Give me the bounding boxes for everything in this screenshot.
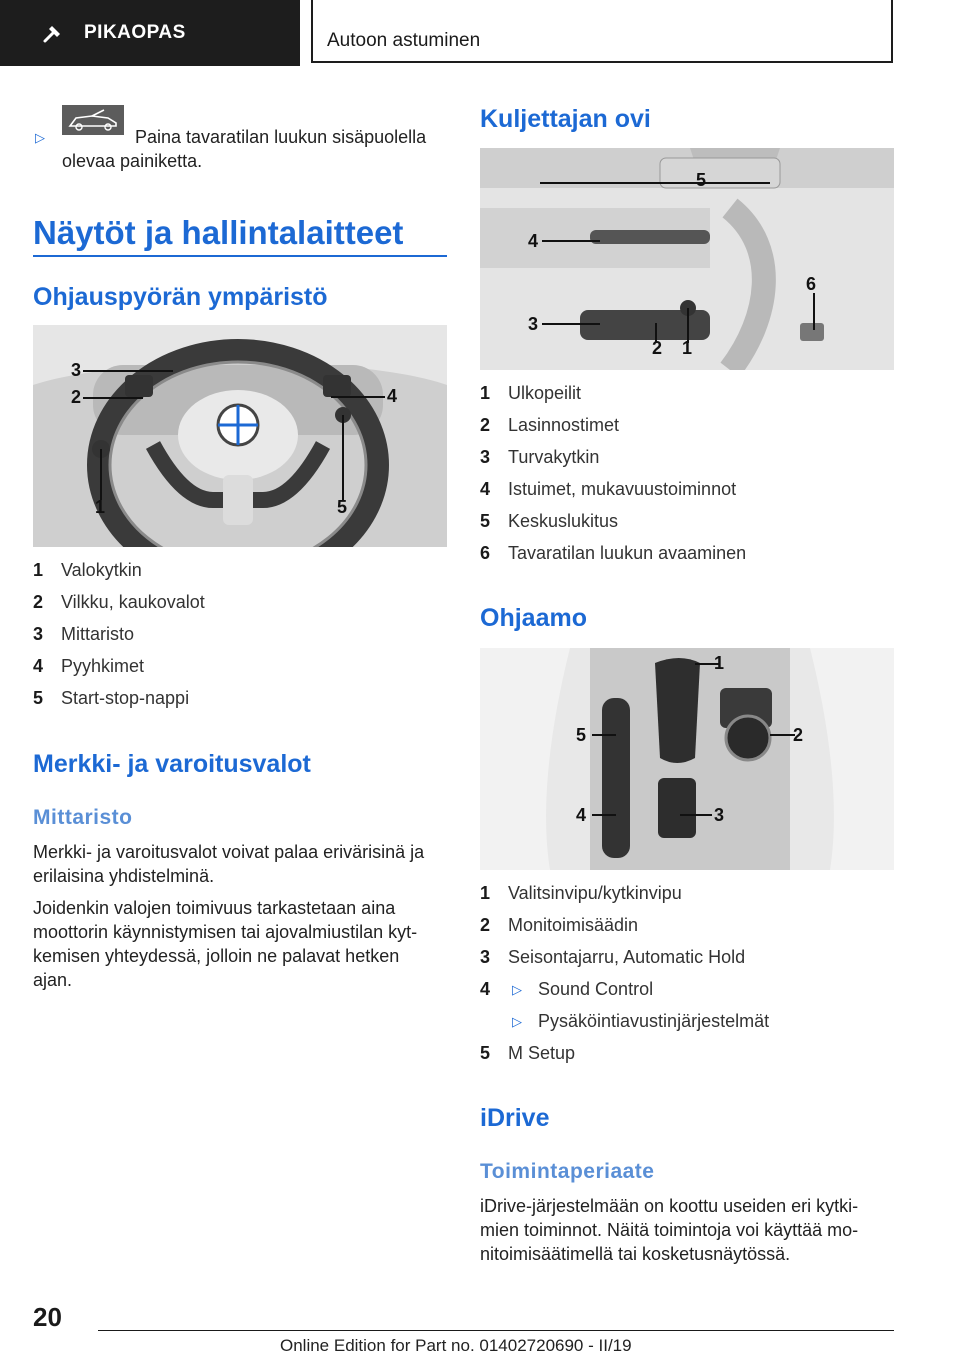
steering-wheel-image xyxy=(33,325,447,547)
page-number: 20 xyxy=(33,1302,62,1332)
wheel-callout-5: 5 xyxy=(337,497,348,517)
lights-paragraph-1: Merkki- ja varoitusvalot voivat palaa erivärisinä ja erilaisina yhdistelminä. xyxy=(33,842,425,886)
wheel-callout-3: 3 xyxy=(71,360,82,380)
cluster-subheading: Mittaristo xyxy=(33,806,133,829)
lights-heading: Merkki- ja varoitusvalot xyxy=(33,750,311,778)
cockpit-heading: Ohjaamo xyxy=(480,604,587,632)
section-label: PIKAOPAS xyxy=(84,22,186,43)
idrive-paragraph: iDrive-järjestelmään on koottu useiden eri kytki- mien toiminnot. Näitä toimintoja voi käyttää mo- nitoimisäätimellä tai kosketusnäytössä. xyxy=(480,1196,859,1264)
cockpit-callout-2: 2 xyxy=(793,725,804,745)
heading-rule xyxy=(33,255,447,257)
principle-subheading: Toimintaperiaate xyxy=(480,1160,655,1183)
idrive-heading: iDrive xyxy=(480,1104,550,1132)
lights-paragraph-2: Joidenkin valojen toimivuus tarkastetaan aina moottorin käynnistymisen tai ajovalmiustilan kyt- kemisen yhteydessä, jolloin ne palavat hetken ajan. xyxy=(33,898,418,990)
footer-rule xyxy=(98,1330,894,1331)
cockpit-image xyxy=(480,648,894,870)
wheel-callout-2: 2 xyxy=(71,387,82,407)
trunk-instruction: Paina tavaratilan luukun sisäpuolella xyxy=(135,127,427,147)
cockpit-callout-1: 1 xyxy=(714,653,725,673)
section-tab[interactable] xyxy=(0,0,300,66)
door-callout-3: 3 xyxy=(528,314,539,334)
edition-note: Online Edition for Part no. 01402720690 - II/19 xyxy=(280,1336,632,1355)
cockpit-callout-4: 4 xyxy=(576,805,587,825)
wheel-callout-4: 4 xyxy=(387,386,398,406)
cockpit-callout-5: 5 xyxy=(576,725,587,745)
triangle-bullet-icon: ▷ xyxy=(35,130,45,145)
cockpit-legend: 1 Valitsinvipu/kytkinvipu 2 Monitoimisäädin 3 Seisontajarru, Automatic Hold 4 ▷ Sound Control ▷ Pysäköintiavustinjärjestelmät 5 M Setup xyxy=(480,883,770,1063)
wheel-callout-1: 1 xyxy=(95,497,106,517)
triangle-bullet-icon: ▷ xyxy=(512,1014,522,1029)
steering-legend: 1 Valokytkin 2 Vilkku, kaukovalot 3 Mittaristo 4 Pyyhkimet 5 Start-stop-nappi xyxy=(33,560,205,708)
door-heading: Kuljettajan ovi xyxy=(480,105,651,133)
driver-door-image xyxy=(480,148,894,370)
door-callout-1: 1 xyxy=(682,338,693,358)
door-callout-2: 2 xyxy=(652,338,663,358)
chapter-title: Autoon astuminen xyxy=(327,30,481,51)
triangle-bullet-icon: ▷ xyxy=(512,982,522,997)
chapter-header xyxy=(311,0,893,63)
door-legend: 1 Ulkopeilit 2 Lasinnostimet 3 Turvakytkin 4 Istuimet, mukavuustoiminnot 5 Keskuslukitus 6 Tavaratilan luukun avaaminen xyxy=(480,383,747,563)
door-callout-5: 5 xyxy=(696,170,707,190)
trunk-instruction-cont: olevaa painiketta. xyxy=(62,151,203,171)
car-trunk-icon xyxy=(62,105,124,135)
door-callout-6: 6 xyxy=(806,274,817,294)
tools-icon xyxy=(42,22,64,44)
page-heading: Näytöt ja hallintalaitteet xyxy=(33,214,404,251)
cockpit-callout-3: 3 xyxy=(714,805,725,825)
steering-heading: Ohjauspyörän ympäristö xyxy=(33,283,328,311)
door-callout-4: 4 xyxy=(528,231,539,251)
